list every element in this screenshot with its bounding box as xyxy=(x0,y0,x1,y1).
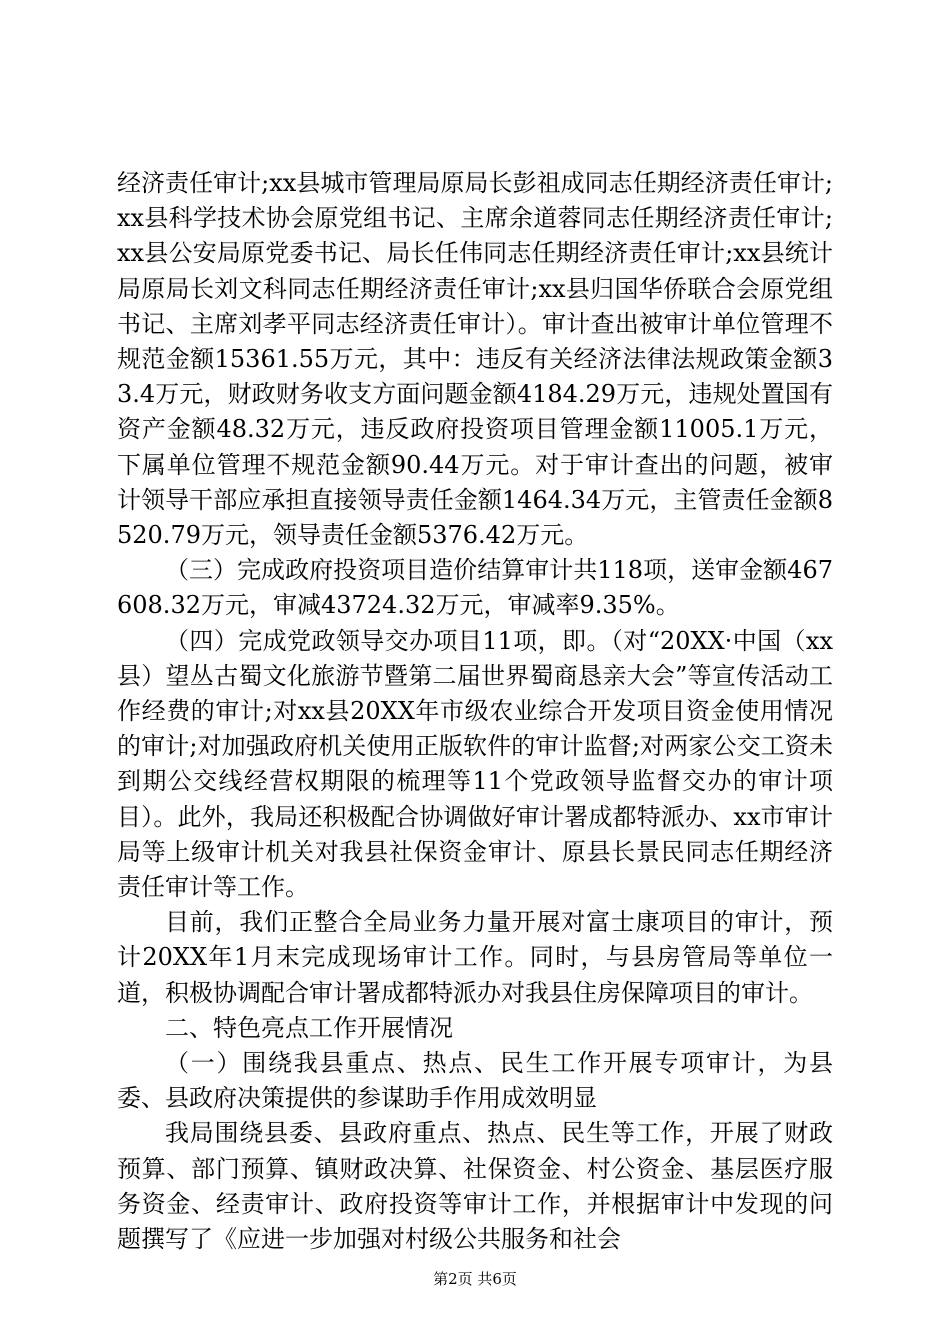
paragraph-audit-results: 经济责任审计;xx县城市管理局原局长彭祖成同志任期经济责任审计;xx县科学技术协会原党组书记、主席余道蓉同志任期经济责任审计;xx县公安局原党委书记、局长任伟同志任期经济责任审计;xx县统计局原局长刘文科同志任期经济责任审计;xx县归国华侨联合会原党组书记、主席刘孝平同志经济责任审计）。审计查出被审计单位管理不规范金额15361.55万元，其中：违反有关经济法律法规政策金额33.4万元，财政财务收支方面问题金额4184.29万元，违规处置国有资产金额48.32万元，违反政府投资项目管理金额11005.1万元，下属单位管理不规范金额90.44万元。对于审计查出的问题，被审计领导干部应承担直接领导责任金额1464.34万元，主管责任金额8520.79万元，领导责任金额5376.42万元。 xyxy=(117,169,833,550)
paragraph-assigned-projects: （四）完成党政领导交办项目11项，即。（对“20XX·中国（xx县）望丛古蜀文化旅游节暨第二届世界蜀商恳亲大会”等宣传活动工作经费的审计;对xx县20XX年市级农业综合开发项目资金使用情况的审计;对加强政府机关使用正版软件的审计监督;对两家公交工资未到期公交线经营权期限的梳理等11个党政领导监督交办的审计项目）。此外，我局还积极配合协调做好审计署成都特派办、xx市审计局等上级审计机关对我县社保资金审计、原县长景民同志任期经济责任审计等工作。 xyxy=(117,626,833,902)
paragraph-special-audits-detail: 我局围绕县委、县政府重点、热点、民生等工作，开展了财政预算、部门预算、镇财政决算、社保资金、村公资金、基层医疗服务资金、经责审计、政府投资等审计工作，并根据审计中发现的问题撰写了《应进一步加强对村级公共服务和社会 xyxy=(117,1119,833,1254)
subheading-special-audits: （一）围绕我县重点、热点、民生工作开展专项审计，为县委、县政府决策提供的参谋助手作用成效明显 xyxy=(117,1049,833,1113)
page-footer: 第2页 共6页 xyxy=(433,1270,517,1288)
section-heading-highlights: 二、特色亮点工作开展情况 xyxy=(165,1013,453,1042)
document-body xyxy=(117,166,833,1257)
paragraph-investment-projects: （三）完成政府投资项目造价结算审计共118项，送审金额467608.32万元，审减43724.32万元，审减率9.35%。 xyxy=(117,556,833,620)
paragraph-current-work: 目前，我们正整合全局业务力量开展对富士康项目的审计，预计20XX年1月末完成现场审计工作。同时，与县房管局等单位一道，积极协调配合审计署成都特派办对我县住房保障项目的审计。 xyxy=(117,908,833,1007)
